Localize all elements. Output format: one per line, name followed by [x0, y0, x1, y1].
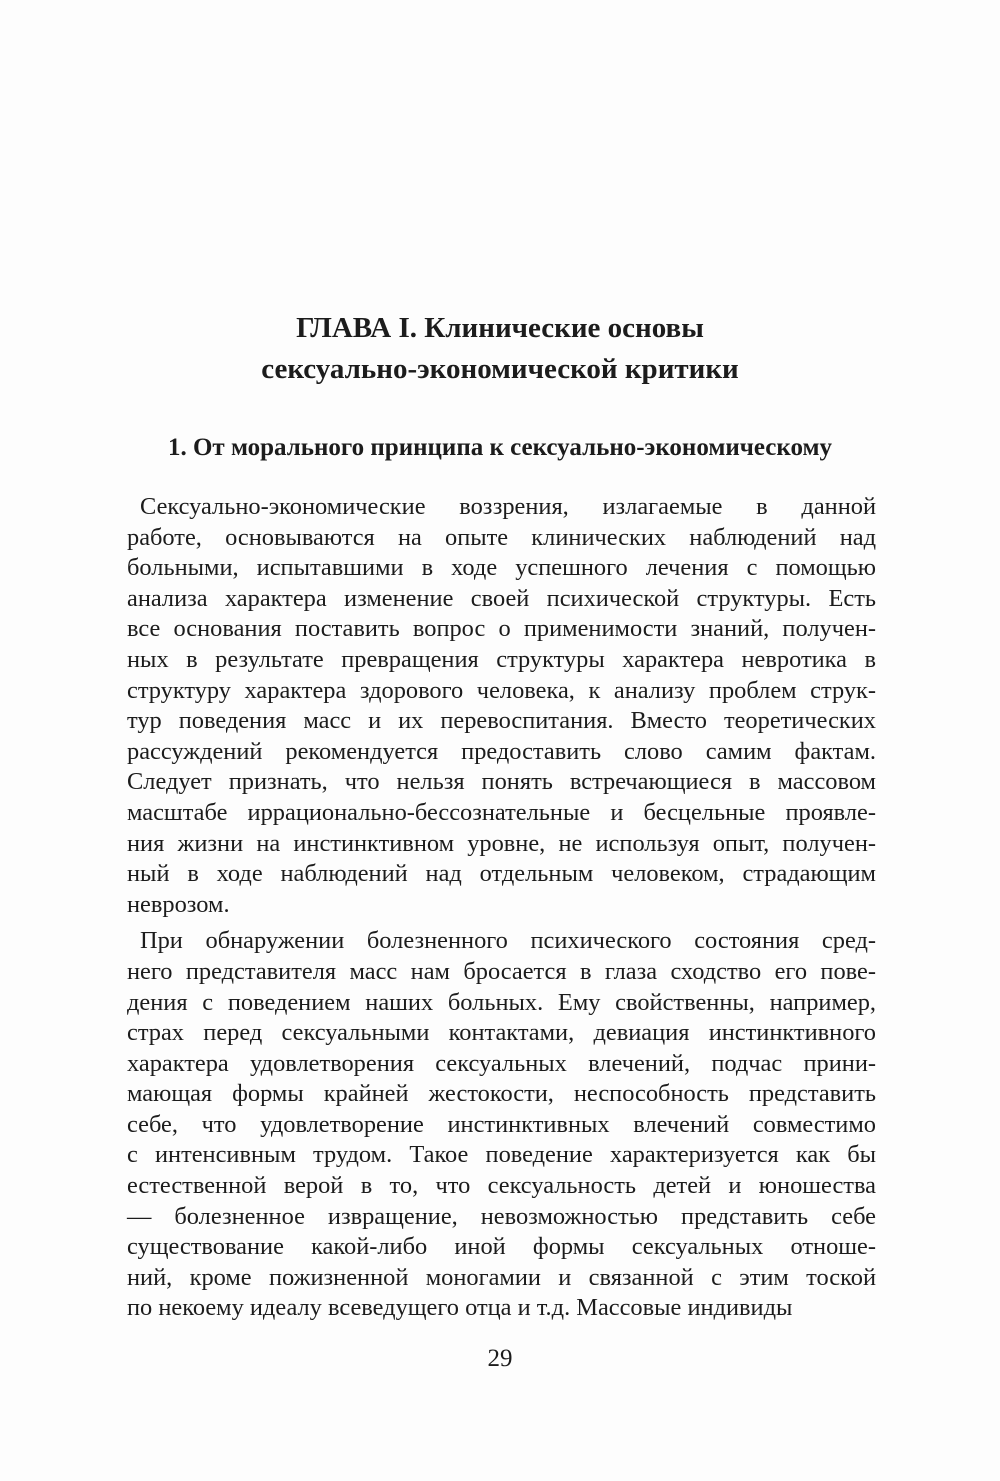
text-line: него представителя масс нам бросается в глаза сходство его пове- — [127, 957, 876, 985]
text-line: по некоему идеалу всеведущего отца и т.д. Массовые индивиды — [127, 1294, 793, 1322]
text-line: работе, основываются на опыте клинических наблюдений над — [127, 523, 876, 551]
text-line: естественной верой в то, что сексуальность детей и юношества — [127, 1172, 876, 1200]
chapter-title-line-2: сексуально-экономической критики — [261, 353, 739, 385]
text-line: рассуждений рекомендуется предоставить слово самим фактам. — [127, 737, 876, 765]
text-line: страх перед сексуальными контактами, девиация инстинктивного — [127, 1019, 876, 1047]
text-line: дения с поведением наших больных. Ему свойственны, например, — [127, 988, 876, 1016]
text-line: тур поведения масс и их перевоспитания. Вместо теоретических — [127, 707, 876, 735]
page-number: 29 — [487, 1345, 513, 1372]
text-line: ний, кроме пожизненной моногамии и связанной с этим тоской — [127, 1263, 876, 1291]
text-line: больными, испытавшими в ходе успешного лечения с помощью — [127, 554, 876, 582]
text-line: неврозом. — [127, 890, 230, 918]
body-text — [116, 492, 876, 1324]
chapter-title-line-1: ГЛАВА I. Клинические основы — [296, 312, 704, 344]
paragraph-2 — [116, 926, 876, 1324]
section-title: 1. От морального принципа к сексуально-экономическому — [167, 434, 833, 461]
text-line: ных в результате превращения структуры характера невротика в — [127, 645, 876, 673]
text-line: существование какой-либо иной формы сексуальных отноше- — [127, 1233, 876, 1261]
paragraph-1 — [116, 492, 876, 920]
text-line: характера удовлетворения сексуальных влечений, подчас прини- — [127, 1049, 876, 1077]
text-line: Следует признать, что нельзя понять встречающиеся в массовом — [127, 768, 876, 796]
text-line: анализа характера изменение своей психической структуры. Есть — [127, 584, 876, 612]
text-line: мающая формы крайней жестокости, неспособность представить — [127, 1080, 876, 1108]
text-line: все основания поставить вопрос о применимости знаний, получен- — [127, 615, 876, 643]
text-line: Сексуально-экономические воззрения, излагаемые в данной — [140, 493, 876, 520]
text-line: ния жизни на инстинктивном уровне, не используя опыт, получен- — [127, 829, 876, 857]
text-line: ный в ходе наблюдений над отдельным человеком, страдающим — [127, 860, 876, 888]
chapter-title — [150, 308, 850, 390]
text-line: — болезненное извращение, невозможностью представить себе — [127, 1202, 876, 1230]
text-line: с интенсивным трудом. Такое поведение характеризуется как бы — [127, 1141, 876, 1169]
text-line: себе, что удовлетворение инстинктивных влечений совместимо — [127, 1110, 876, 1138]
text-line: При обнаружении болезненного психического состояния сред- — [140, 927, 876, 955]
text-line: масштабе иррационально-бессознательные и бесцельные проявле- — [127, 798, 876, 826]
text-line: структуру характера здорового человека, к анализу проблем струк- — [127, 676, 876, 704]
